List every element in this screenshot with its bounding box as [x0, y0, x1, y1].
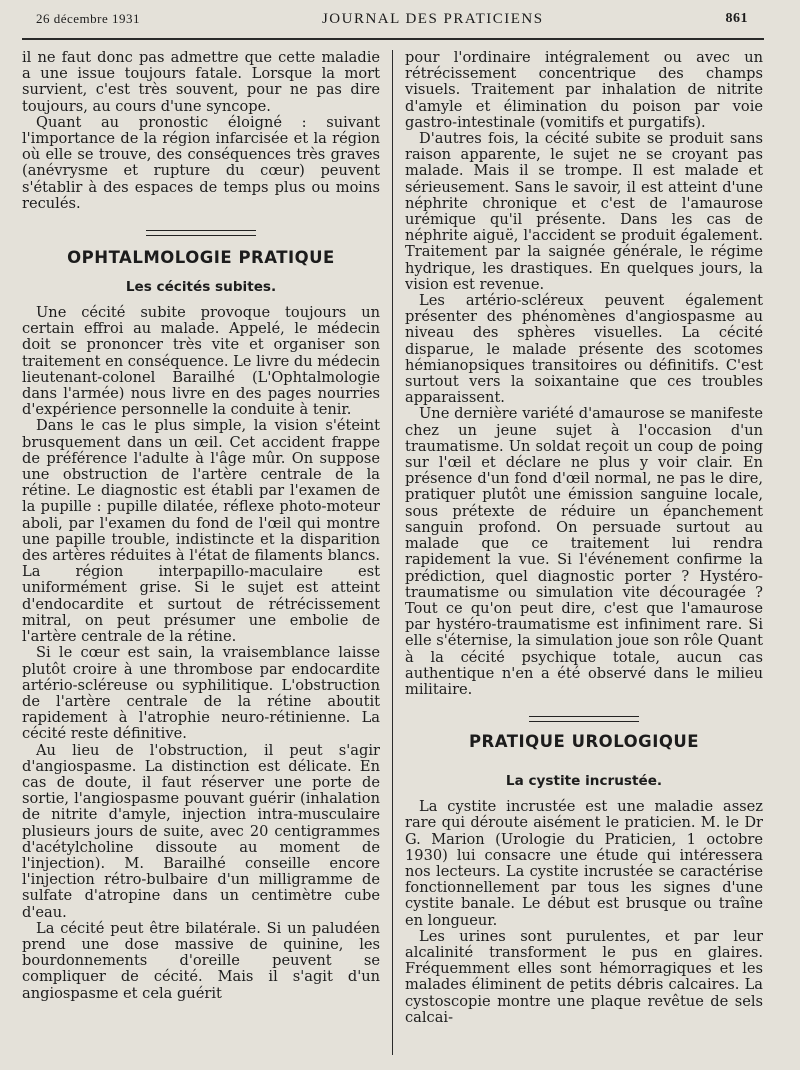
header-date: 26 décembre 1931	[36, 11, 141, 26]
section-divider	[146, 230, 256, 236]
two-column-body	[22, 50, 764, 1055]
article-paragraph: Dans le cas le plus simple, la vision s'éteint brusquement dans un œil. Cet accident frappe de préférence l'adulte à l'âge mûr. On suppose une obstruction de l'artère centrale de la rétine. Le diagnostic est établi par l'examen de la pupille : pupille dilatée, réflexe photo-moteur aboli, par l'examen du fond de l'œil qui montre une papille trouble, indistincte et la disparition des artères réduites à l'état de filaments blancs. La région interpapillo-maculaire est uniformément grise. Si le sujet est atteint d'endocardite et surtout de rétrécissement mitral, on peut présumer une embolie de l'artère centrale de la rétine.	[22, 417, 380, 646]
article-subtitle-cecites: Les cécités subites.	[125, 279, 277, 296]
page-header	[22, 0, 764, 40]
article-paragraph: Les artério-scléreux peuvent également présenter des phénomènes d'angiospasme au niveau des sphères visuelles. La cécité disparue, le malade présente des scotomes hémianopsiques transitoires ou définitifs. C'est surtout vers la soixantaine que ces troubles apparaissent.	[405, 292, 763, 407]
left-column	[22, 50, 380, 1055]
right-column	[405, 50, 763, 1055]
column-divider	[392, 50, 393, 1055]
page-number: 861	[725, 11, 748, 26]
article-subtitle-cystite: La cystite incrustée.	[505, 773, 663, 790]
section-title-urologique: PRATIQUE UROLOGIQUE	[468, 732, 700, 752]
article-paragraph: Si le cœur est sain, la vraisemblance laisse plutôt croire à une thrombose par endocardite artério-scléreuse ou syphilitique. L'obstruction de l'artère centrale de la rétine aboutit rapidement à l'atrophie neuro-rétinienne. La cécité reste définitive.	[22, 644, 380, 743]
article-paragraph: Au lieu de l'obstruction, il peut s'agir d'angiospasme. La distinction est délicate. En cas de doute, il faut réserver une porte de sortie, l'angiospasme pouvant guérir (inhalation de nitrite d'amyle, injection intra-musculaire plusieurs jours de suite, avec 20 centigrammes d'acétylcholine dissoute au moment de l'injection). M. Barailhé conseille encore l'injection rétro-bulbaire d'un milligramme de sulfate d'atropine dans un centimètre cube d'eau.	[22, 741, 380, 921]
article-paragraph: La cécité peut être bilatérale. Si un paludéen prend une dose massive de quinine, les bourdonnements d'oreille peuvent se compliquer de cécité. Mais il s'agit d'un angiospasme et cela guérit	[22, 919, 380, 1002]
section-divider	[529, 716, 639, 722]
journal-title: JOURNAL DES PRATICIENS	[321, 10, 544, 27]
continued-paragraph: pour l'ordinaire intégralement ou avec un rétrécissement concentrique des champs visuels. Traitement par inhalation de nitrite d'amyle et élimination du poison par voie gastro-intestinale (vomitifs et purgatifs).	[405, 50, 763, 131]
section-title-ophtalmologie: OPHTALMOLOGIE PRATIQUE	[67, 248, 335, 268]
article-paragraph: Les urines sont purulentes, et par leur alcalinité transforment le pus en glaires. Fréquemment elles sont hémorragiques et les malades éliminent de petits débris calcaires. La cystoscopie montre une plaque revêtue de sels calcai-	[405, 927, 763, 1026]
article-paragraph: La cystite incrustée est une maladie assez rare qui déroute aisément le praticien. M. le Dr G. Marion (Urologie du Praticien, 1 octobre 1930) lui consacre une étude qui intéressera nos lecteurs. La cystite incrustée se caractérise fonctionnellement par tous les signes d'une cystite banale. Le début est brusque ou traîne en longueur.	[405, 798, 763, 929]
intro-paragraph: il ne faut donc pas admettre que cette maladie a une issue toujours fatale. Lorsque la mort survient, c'est très souvent, pour ne pas dire toujours, au cours d'une syncope.	[22, 50, 380, 115]
article-paragraph: Une dernière variété d'amaurose se manifeste chez un jeune sujet à l'occasion d'un traumatisme. Un soldat reçoit un coup de poing sur l'œil et déclare ne plus y voir clair. En présence d'un fond d'œil normal, ne pas le dire, pratiquer plutôt une émission sanguine locale, sous prétexte de réduire un épanchement sanguin profond. On persuade surtout au malade que ce traitement lui rendra rapidement la vue. Si l'événement confirme la prédiction, quel diagnostic porter ? Hystéro-traumatisme ou simulation vite découragée ? Tout ce qu'on peut dire, c'est que l'amaurose par hystéro-traumatisme est infiniment rare. Si elle s'éternise, la simulation joue son rôle Quant à la cécité psychique totale, aucun cas authentique n'en a été observé dans le milieu militaire.	[405, 405, 763, 698]
article-paragraph: D'autres fois, la cécité subite se produit sans raison apparente, le sujet ne se croyant pas malade. Mais il se trompe. Il est malade et sérieusement. Sans le savoir, il est atteint d'une néphrite chronique et c'est de l'amaurose urémique qu'il présente. Dans les cas de néphrite aiguë, l'accident se produit également. Traitement par la saignée générale, le régime hydrique, les drastiques. En quelques jours, la vision est revenue.	[405, 130, 763, 293]
intro-paragraph: Quant au pronostic éloigné : suivant l'importance de la région infarcisée et la région où elle se trouve, des conséquences très graves (anévrysme et rupture du cœur) peuvent s'établir à des espaces de temps plus ou moins reculés.	[22, 113, 380, 212]
article-paragraph: Une cécité subite provoque toujours un certain effroi au malade. Appelé, le médecin doit se prononcer très vite et organiser son traitement en conséquence. Le livre du médecin lieutenant-colonel Barailhé (L'Ophtalmologie dans l'armée) nous livre en des pages nourries d'expérience personnelle la conduite à tenir.	[22, 304, 380, 419]
